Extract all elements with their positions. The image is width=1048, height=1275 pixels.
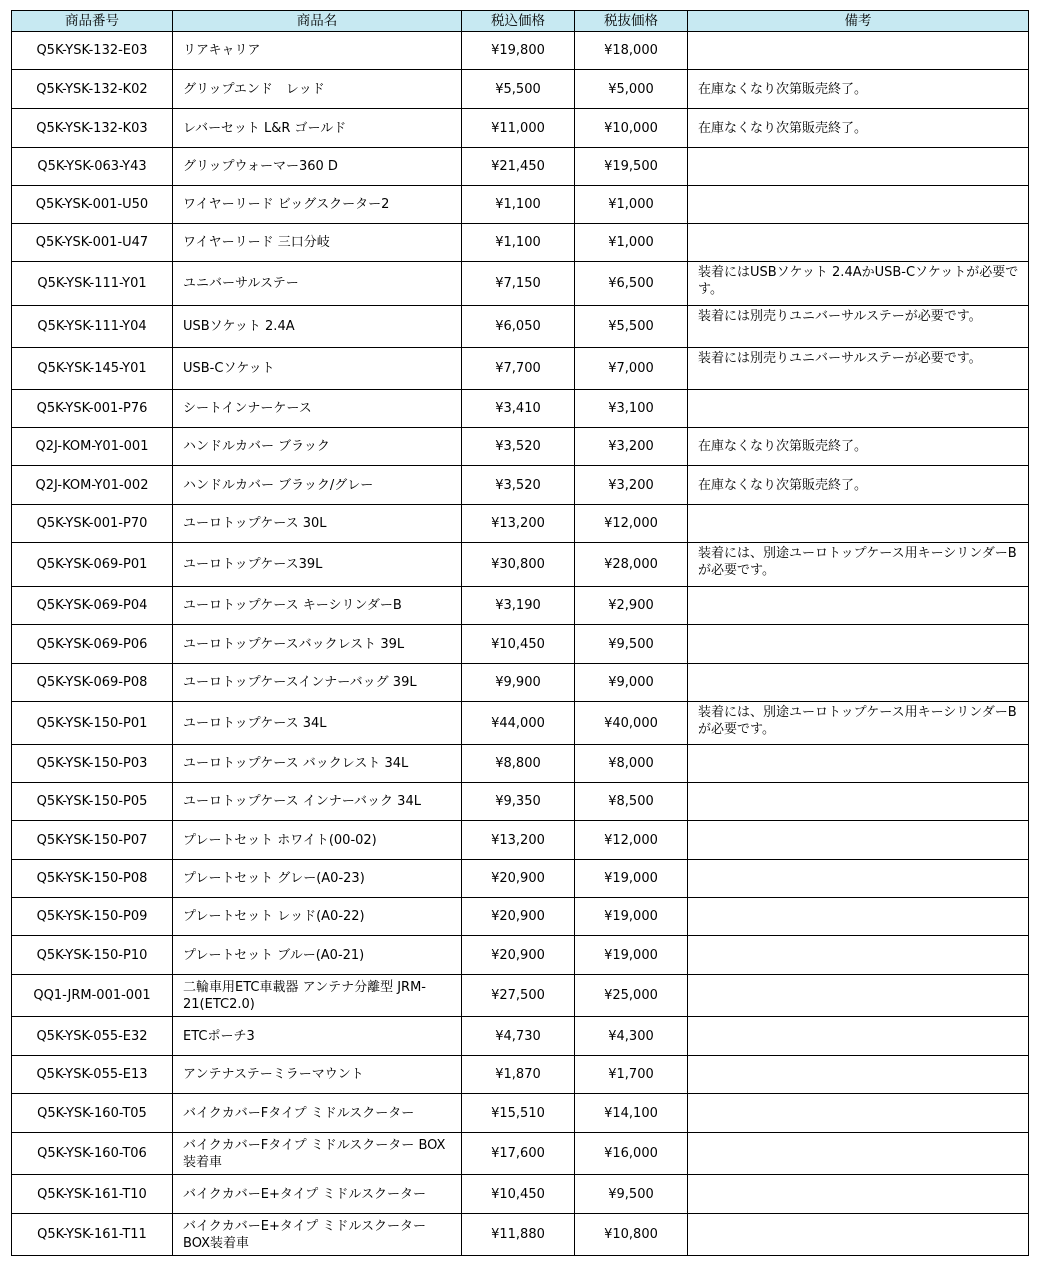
product-code-cell: Q5K-YSK-063-Y43 bbox=[12, 148, 173, 186]
product-name-cell: ワイヤーリード 三口分岐 bbox=[173, 224, 462, 262]
price-incl-tax-cell: ¥7,150 bbox=[462, 262, 575, 306]
header-price-excl-tax: 税抜価格 bbox=[575, 11, 688, 32]
product-name-cell: USBソケット 2.4A bbox=[173, 306, 462, 348]
product-name-cell: プレートセット レッド(A0-22) bbox=[173, 898, 462, 936]
product-name-cell: グリップウォーマー360 D bbox=[173, 148, 462, 186]
product-code-cell: Q5K-YSK-001-U50 bbox=[12, 186, 173, 224]
table-row bbox=[12, 32, 1029, 70]
product-code-cell: Q5K-YSK-069-P01 bbox=[12, 543, 173, 587]
price-excl-tax-cell: ¥1,000 bbox=[575, 186, 688, 224]
remarks-cell bbox=[688, 936, 1029, 975]
remarks-cell bbox=[688, 505, 1029, 543]
price-incl-tax-cell: ¥17,600 bbox=[462, 1133, 575, 1175]
product-name-cell: プレートセット ブルー(A0-21) bbox=[173, 936, 462, 975]
remarks-cell bbox=[688, 1214, 1029, 1256]
product-name-cell: バイクカバーE+タイプ ミドルスクーター bbox=[173, 1175, 462, 1214]
product-name-cell: バイクカバーFタイプ ミドルスクーター bbox=[173, 1094, 462, 1133]
product-code-cell: Q2J-KOM-Y01-002 bbox=[12, 466, 173, 505]
price-incl-tax-cell: ¥9,350 bbox=[462, 783, 575, 821]
remarks-cell bbox=[688, 664, 1029, 702]
table-row bbox=[12, 1056, 1029, 1094]
remarks-cell bbox=[688, 32, 1029, 70]
price-incl-tax-cell: ¥3,520 bbox=[462, 428, 575, 466]
price-excl-tax-cell: ¥19,000 bbox=[575, 936, 688, 975]
product-name-cell: USB-Cソケット bbox=[173, 348, 462, 390]
price-incl-tax-cell: ¥1,870 bbox=[462, 1056, 575, 1094]
remarks-cell bbox=[688, 860, 1029, 898]
product-code-cell: Q5K-YSK-069-P06 bbox=[12, 625, 173, 664]
price-incl-tax-cell: ¥9,900 bbox=[462, 664, 575, 702]
price-excl-tax-cell: ¥12,000 bbox=[575, 821, 688, 860]
product-name-cell: シートインナーケース bbox=[173, 390, 462, 428]
price-incl-tax-cell: ¥13,200 bbox=[462, 505, 575, 543]
price-excl-tax-cell: ¥3,200 bbox=[575, 466, 688, 505]
product-code-cell: QQ1-JRM-001-001 bbox=[12, 975, 173, 1017]
price-incl-tax-cell: ¥5,500 bbox=[462, 70, 575, 109]
price-excl-tax-cell: ¥40,000 bbox=[575, 702, 688, 745]
header-price-incl-tax: 税込価格 bbox=[462, 11, 575, 32]
remarks-cell bbox=[688, 148, 1029, 186]
product-code-cell: Q5K-YSK-150-P10 bbox=[12, 936, 173, 975]
product-name-cell: ユーロトップケース キーシリンダーB bbox=[173, 587, 462, 625]
header-row bbox=[12, 11, 1029, 32]
product-name-cell: ETCポーチ3 bbox=[173, 1017, 462, 1056]
remarks-cell: 装着にはUSBソケット 2.4AかUSB-Cソケットが必要です。 bbox=[688, 262, 1029, 306]
table-header bbox=[12, 11, 1029, 32]
price-excl-tax-cell: ¥14,100 bbox=[575, 1094, 688, 1133]
product-name-cell: バイクカバーE+タイプ ミドルスクーター BOX装着車 bbox=[173, 1214, 462, 1256]
price-incl-tax-cell: ¥15,510 bbox=[462, 1094, 575, 1133]
price-incl-tax-cell: ¥27,500 bbox=[462, 975, 575, 1017]
product-code-cell: Q5K-YSK-111-Y01 bbox=[12, 262, 173, 306]
table-row bbox=[12, 428, 1029, 466]
table-row bbox=[12, 70, 1029, 109]
table-row bbox=[12, 306, 1029, 348]
product-code-cell: Q5K-YSK-055-E13 bbox=[12, 1056, 173, 1094]
remarks-cell: 装着には、別途ユーロトップケース用キーシリンダーBが必要です。 bbox=[688, 543, 1029, 587]
remarks-cell bbox=[688, 390, 1029, 428]
product-name-cell: プレートセット ホワイト(00-02) bbox=[173, 821, 462, 860]
price-excl-tax-cell: ¥10,000 bbox=[575, 109, 688, 148]
price-excl-tax-cell: ¥2,900 bbox=[575, 587, 688, 625]
table-row bbox=[12, 505, 1029, 543]
table-row bbox=[12, 1094, 1029, 1133]
product-name-cell: リアキャリア bbox=[173, 32, 462, 70]
remarks-cell bbox=[688, 186, 1029, 224]
product-name-cell: ユーロトップケース 34L bbox=[173, 702, 462, 745]
product-name-cell: ユーロトップケース インナーバック 34L bbox=[173, 783, 462, 821]
product-code-cell: Q5K-YSK-132-K03 bbox=[12, 109, 173, 148]
price-excl-tax-cell: ¥9,500 bbox=[575, 625, 688, 664]
price-incl-tax-cell: ¥11,880 bbox=[462, 1214, 575, 1256]
price-incl-tax-cell: ¥20,900 bbox=[462, 936, 575, 975]
product-name-cell: グリップエンド レッド bbox=[173, 70, 462, 109]
price-incl-tax-cell: ¥20,900 bbox=[462, 898, 575, 936]
table-row bbox=[12, 783, 1029, 821]
table-body bbox=[12, 32, 1029, 1256]
table-row bbox=[12, 186, 1029, 224]
price-incl-tax-cell: ¥44,000 bbox=[462, 702, 575, 745]
remarks-cell bbox=[688, 625, 1029, 664]
price-incl-tax-cell: ¥6,050 bbox=[462, 306, 575, 348]
table-row bbox=[12, 148, 1029, 186]
product-name-cell: ユーロトップケース 30L bbox=[173, 505, 462, 543]
price-excl-tax-cell: ¥16,000 bbox=[575, 1133, 688, 1175]
header-product-code: 商品番号 bbox=[12, 11, 173, 32]
price-excl-tax-cell: ¥3,200 bbox=[575, 428, 688, 466]
product-code-cell: Q5K-YSK-160-T06 bbox=[12, 1133, 173, 1175]
table-row bbox=[12, 1133, 1029, 1175]
header-product-name: 商品名 bbox=[173, 11, 462, 32]
remarks-cell bbox=[688, 224, 1029, 262]
remarks-cell: 装着には、別途ユーロトップケース用キーシリンダーBが必要です。 bbox=[688, 702, 1029, 745]
remarks-cell bbox=[688, 745, 1029, 783]
product-name-cell: ハンドルカバー ブラック bbox=[173, 428, 462, 466]
remarks-cell bbox=[688, 975, 1029, 1017]
price-excl-tax-cell: ¥5,500 bbox=[575, 306, 688, 348]
price-excl-tax-cell: ¥9,500 bbox=[575, 1175, 688, 1214]
remarks-cell bbox=[688, 783, 1029, 821]
product-name-cell: ユーロトップケースバックレスト 39L bbox=[173, 625, 462, 664]
product-code-cell: Q5K-YSK-111-Y04 bbox=[12, 306, 173, 348]
product-code-cell: Q5K-YSK-150-P08 bbox=[12, 860, 173, 898]
product-code-cell: Q5K-YSK-161-T10 bbox=[12, 1175, 173, 1214]
product-name-cell: ユーロトップケース39L bbox=[173, 543, 462, 587]
price-excl-tax-cell: ¥1,000 bbox=[575, 224, 688, 262]
price-excl-tax-cell: ¥25,000 bbox=[575, 975, 688, 1017]
price-incl-tax-cell: ¥10,450 bbox=[462, 625, 575, 664]
product-code-cell: Q5K-YSK-150-P09 bbox=[12, 898, 173, 936]
price-incl-tax-cell: ¥20,900 bbox=[462, 860, 575, 898]
product-code-cell: Q5K-YSK-132-K02 bbox=[12, 70, 173, 109]
product-code-cell: Q5K-YSK-055-E32 bbox=[12, 1017, 173, 1056]
price-incl-tax-cell: ¥8,800 bbox=[462, 745, 575, 783]
price-excl-tax-cell: ¥6,500 bbox=[575, 262, 688, 306]
table-row bbox=[12, 587, 1029, 625]
product-code-cell: Q5K-YSK-145-Y01 bbox=[12, 348, 173, 390]
price-excl-tax-cell: ¥3,100 bbox=[575, 390, 688, 428]
table-row bbox=[12, 1214, 1029, 1256]
remarks-cell: 在庫なくなり次第販売終了。 bbox=[688, 428, 1029, 466]
product-name-cell: アンテナステーミラーマウント bbox=[173, 1056, 462, 1094]
product-code-cell: Q5K-YSK-150-P05 bbox=[12, 783, 173, 821]
table-row bbox=[12, 348, 1029, 390]
table-row bbox=[12, 109, 1029, 148]
price-incl-tax-cell: ¥4,730 bbox=[462, 1017, 575, 1056]
price-excl-tax-cell: ¥18,000 bbox=[575, 32, 688, 70]
product-name-cell: プレートセット グレー(A0-23) bbox=[173, 860, 462, 898]
product-code-cell: Q2J-KOM-Y01-001 bbox=[12, 428, 173, 466]
price-excl-tax-cell: ¥1,700 bbox=[575, 1056, 688, 1094]
product-code-cell: Q5K-YSK-001-P76 bbox=[12, 390, 173, 428]
product-name-cell: バイクカバーFタイプ ミドルスクーター BOX装着車 bbox=[173, 1133, 462, 1175]
price-excl-tax-cell: ¥8,500 bbox=[575, 783, 688, 821]
price-excl-tax-cell: ¥9,000 bbox=[575, 664, 688, 702]
price-excl-tax-cell: ¥19,500 bbox=[575, 148, 688, 186]
product-code-cell: Q5K-YSK-150-P03 bbox=[12, 745, 173, 783]
price-excl-tax-cell: ¥8,000 bbox=[575, 745, 688, 783]
table-row bbox=[12, 860, 1029, 898]
remarks-cell: 在庫なくなり次第販売終了。 bbox=[688, 70, 1029, 109]
table-row bbox=[12, 262, 1029, 306]
product-name-cell: ユニバーサルステー bbox=[173, 262, 462, 306]
price-incl-tax-cell: ¥13,200 bbox=[462, 821, 575, 860]
price-excl-tax-cell: ¥7,000 bbox=[575, 348, 688, 390]
product-name-cell: ユーロトップケースインナーバッグ 39L bbox=[173, 664, 462, 702]
price-incl-tax-cell: ¥3,190 bbox=[462, 587, 575, 625]
price-incl-tax-cell: ¥21,450 bbox=[462, 148, 575, 186]
product-code-cell: Q5K-YSK-001-P70 bbox=[12, 505, 173, 543]
product-price-table bbox=[11, 10, 1029, 1256]
remarks-cell: 装着には別売りユニバーサルステーが必要です。 bbox=[688, 348, 1029, 390]
price-excl-tax-cell: ¥28,000 bbox=[575, 543, 688, 587]
price-incl-tax-cell: ¥3,520 bbox=[462, 466, 575, 505]
table-row bbox=[12, 1017, 1029, 1056]
remarks-cell: 在庫なくなり次第販売終了。 bbox=[688, 109, 1029, 148]
product-code-cell: Q5K-YSK-161-T11 bbox=[12, 1214, 173, 1256]
product-code-cell: Q5K-YSK-150-P07 bbox=[12, 821, 173, 860]
remarks-cell bbox=[688, 1175, 1029, 1214]
table-row bbox=[12, 936, 1029, 975]
price-incl-tax-cell: ¥7,700 bbox=[462, 348, 575, 390]
price-excl-tax-cell: ¥12,000 bbox=[575, 505, 688, 543]
product-name-cell: 二輪車用ETC車載器 アンテナ分離型 JRM-21(ETC2.0) bbox=[173, 975, 462, 1017]
price-excl-tax-cell: ¥19,000 bbox=[575, 898, 688, 936]
product-code-cell: Q5K-YSK-160-T05 bbox=[12, 1094, 173, 1133]
price-excl-tax-cell: ¥19,000 bbox=[575, 860, 688, 898]
price-incl-tax-cell: ¥30,800 bbox=[462, 543, 575, 587]
remarks-cell bbox=[688, 1133, 1029, 1175]
product-name-cell: ハンドルカバー ブラック/グレー bbox=[173, 466, 462, 505]
table-row bbox=[12, 543, 1029, 587]
remarks-cell bbox=[688, 1017, 1029, 1056]
table-row bbox=[12, 821, 1029, 860]
remarks-cell bbox=[688, 587, 1029, 625]
table-row bbox=[12, 390, 1029, 428]
table-row bbox=[12, 664, 1029, 702]
header-remarks: 備考 bbox=[688, 11, 1029, 32]
table-row bbox=[12, 702, 1029, 745]
product-name-cell: レバーセット L&R ゴールド bbox=[173, 109, 462, 148]
remarks-cell bbox=[688, 1056, 1029, 1094]
product-name-cell: ユーロトップケース バックレスト 34L bbox=[173, 745, 462, 783]
price-incl-tax-cell: ¥19,800 bbox=[462, 32, 575, 70]
remarks-cell bbox=[688, 821, 1029, 860]
table-row bbox=[12, 898, 1029, 936]
price-incl-tax-cell: ¥10,450 bbox=[462, 1175, 575, 1214]
table-row bbox=[12, 745, 1029, 783]
product-code-cell: Q5K-YSK-150-P01 bbox=[12, 702, 173, 745]
price-incl-tax-cell: ¥1,100 bbox=[462, 224, 575, 262]
price-incl-tax-cell: ¥11,000 bbox=[462, 109, 575, 148]
price-excl-tax-cell: ¥5,000 bbox=[575, 70, 688, 109]
product-code-cell: Q5K-YSK-132-E03 bbox=[12, 32, 173, 70]
table-row bbox=[12, 466, 1029, 505]
product-code-cell: Q5K-YSK-001-U47 bbox=[12, 224, 173, 262]
price-excl-tax-cell: ¥4,300 bbox=[575, 1017, 688, 1056]
remarks-cell: 在庫なくなり次第販売終了。 bbox=[688, 466, 1029, 505]
product-code-cell: Q5K-YSK-069-P04 bbox=[12, 587, 173, 625]
table-row bbox=[12, 625, 1029, 664]
product-code-cell: Q5K-YSK-069-P08 bbox=[12, 664, 173, 702]
table-row bbox=[12, 224, 1029, 262]
price-incl-tax-cell: ¥1,100 bbox=[462, 186, 575, 224]
price-incl-tax-cell: ¥3,410 bbox=[462, 390, 575, 428]
remarks-cell bbox=[688, 1094, 1029, 1133]
remarks-cell: 装着には別売りユニバーサルステーが必要です。 bbox=[688, 306, 1029, 348]
table-row bbox=[12, 975, 1029, 1017]
remarks-cell bbox=[688, 898, 1029, 936]
product-name-cell: ワイヤーリード ビッグスクーター2 bbox=[173, 186, 462, 224]
table-row bbox=[12, 1175, 1029, 1214]
price-excl-tax-cell: ¥10,800 bbox=[575, 1214, 688, 1256]
